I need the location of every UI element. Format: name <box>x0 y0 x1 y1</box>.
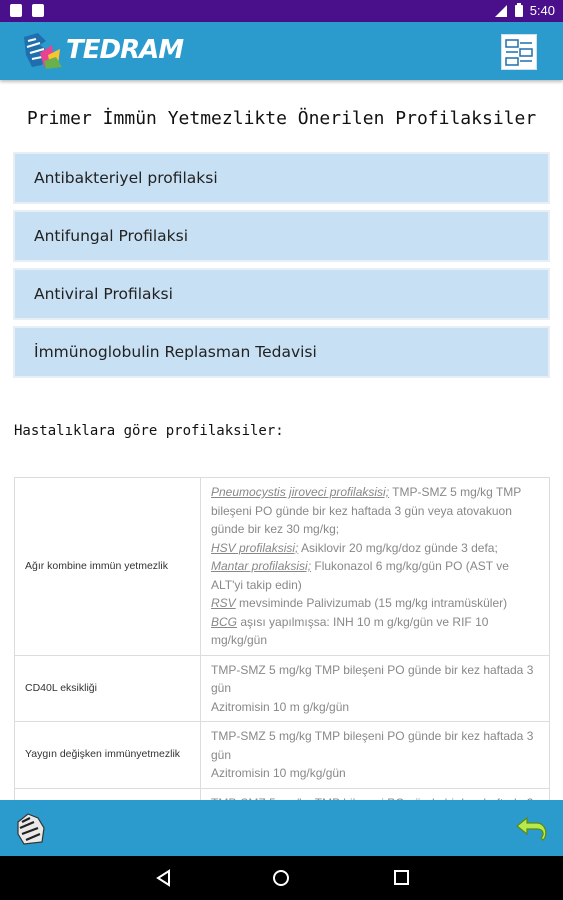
prophylaxis-line: Azitromisin 10 mg/kg/gün <box>211 766 346 780</box>
prophylaxis-detail: TMP-SMZ 5 mg/kg TMP bileşeni PO günde bir kez haftada 3 gün veya atovakuon günde bir kez 30 mg/kg; <box>211 485 522 536</box>
prophylaxis-label: Pneumocystis jiroveci profilaksisi; <box>211 485 390 499</box>
disease-name: Yaygın değişken immünyetmezlik <box>15 722 201 789</box>
table-row <box>15 655 550 722</box>
layout-grid-icon <box>502 35 536 69</box>
battery-icon <box>514 3 524 18</box>
system-nav-bar <box>0 856 563 900</box>
logo-text: TEDRAM <box>66 35 184 65</box>
disease-name: Ağır kombine immün yetmezlik <box>15 478 201 656</box>
system-icons <box>494 3 555 18</box>
disease-name: CD40L eksikliği <box>15 655 201 722</box>
bottom-bar <box>0 800 563 856</box>
section-label: Antibakteriyel profilaksi <box>34 169 218 187</box>
prophylaxis-line: TMP-SMZ 5 mg/kg TMP bileşeni PO günde bir kez haftada 3 gün <box>211 729 534 762</box>
prophylaxis-detail: Flukonazol 6 mg/kg/gün PO (AST ve ALT'yi takip edin) <box>211 559 509 592</box>
prophylaxis-label: HSV profilaksisi; <box>211 540 299 555</box>
prophylaxis-text <box>201 478 550 656</box>
section-label: Antiviral Profilaksi <box>34 285 173 303</box>
table-row <box>15 722 550 789</box>
back-button[interactable] <box>513 812 549 844</box>
prophylaxis-label: Mantar profilaksisi; <box>211 559 312 573</box>
section-immunoglobulin[interactable] <box>13 326 550 378</box>
diseases-subtitle: Hastalıklara göre profilaksiler: <box>14 423 284 439</box>
notification-android-icon <box>32 4 44 17</box>
prophylaxis-label: RSV <box>211 596 236 610</box>
table-row <box>15 478 550 656</box>
status-time: 5:40 <box>529 3 555 18</box>
section-antifungal[interactable] <box>13 210 550 262</box>
section-label: İmmünoglobulin Replasman Tedavisi <box>34 343 317 361</box>
main-content[interactable] <box>0 80 563 800</box>
prophylaxis-detail: Asiklovir 20 mg/kg/doz günde 3 defa; <box>298 540 498 555</box>
back-arrow-icon <box>513 812 549 844</box>
page-title: Primer İmmün Yetmezlikte Önerilen Profilaksiler <box>26 108 537 129</box>
nav-home-icon[interactable] <box>272 869 290 887</box>
signal-icon <box>494 4 508 18</box>
nav-back-icon[interactable] <box>155 869 173 887</box>
section-antibacterial[interactable] <box>13 152 550 204</box>
notification-bag-icon <box>10 4 22 17</box>
nav-recents-icon[interactable] <box>393 869 411 887</box>
layout-menu-button[interactable] <box>501 34 537 70</box>
prophylaxis-line: Azitromisin 10 m g/kg/gün <box>211 699 350 714</box>
notification-icons <box>10 4 44 17</box>
prophylaxis-text <box>201 655 550 722</box>
section-list <box>13 152 550 384</box>
zebra-logo-icon <box>18 31 66 71</box>
zebra-icon <box>14 812 50 846</box>
prophylaxis-detail: mevsiminde Palivizumab (15 mg/kg intramüsküler) <box>235 596 508 610</box>
prophylaxis-line: TMP-SMZ 5 mg/kg TMP bileşeni PO günde bir kez haftada 3 gün <box>211 662 534 695</box>
zebra-button[interactable] <box>14 812 50 846</box>
app-logo[interactable] <box>18 31 184 71</box>
prophylaxis-detail: aşısı yapılmışsa: INH 10 m g/kg/gün ve RIF 10 mg/kg/gün <box>211 614 489 647</box>
app-bar <box>0 22 563 80</box>
section-antiviral[interactable] <box>13 268 550 320</box>
prophylaxis-text <box>201 722 550 789</box>
section-label: Antifungal Profilaksi <box>34 227 189 245</box>
status-bar <box>0 0 563 22</box>
prophylaxis-label: BCG <box>211 614 238 629</box>
